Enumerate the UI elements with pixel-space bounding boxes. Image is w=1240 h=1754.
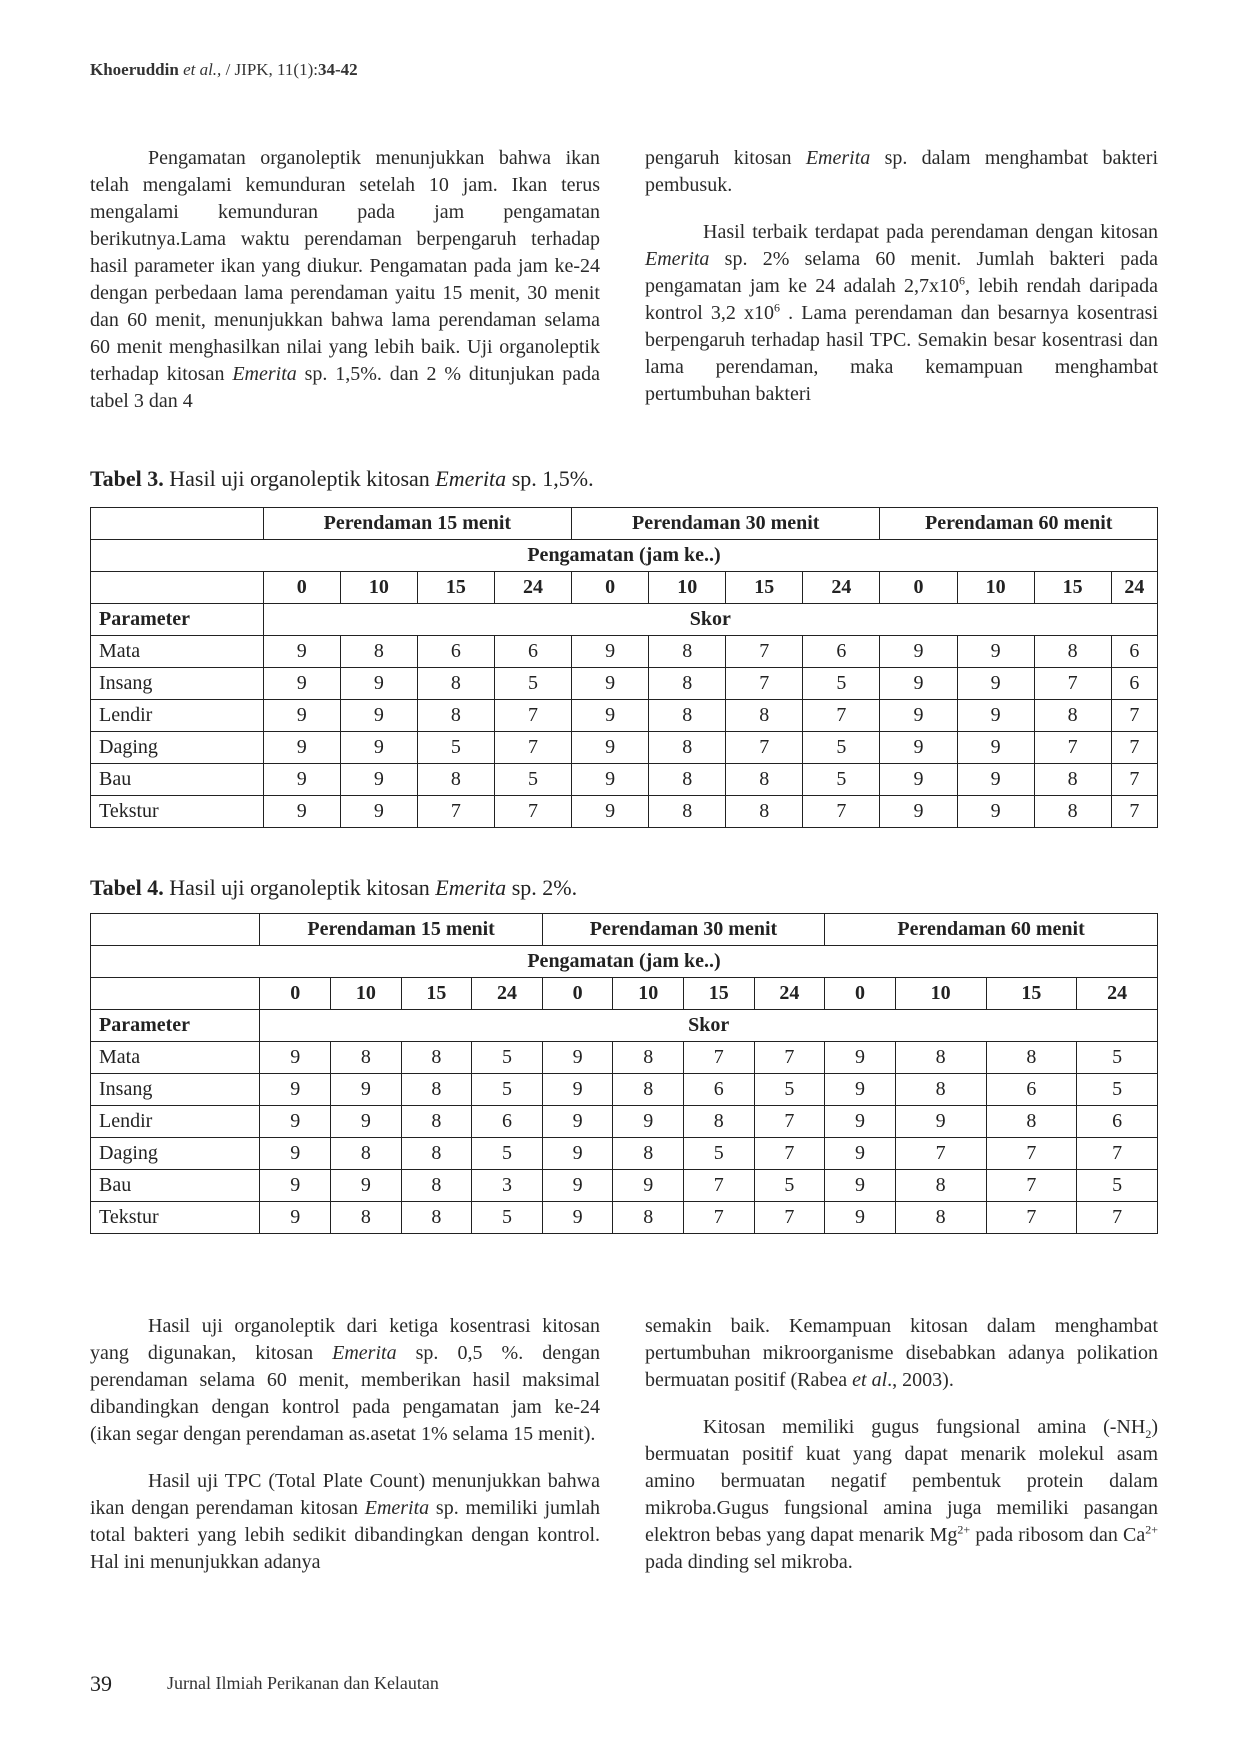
paragraph: semakin baik. Kemampuan kitosan dalam menghambat pertumbuhan mikroorganisme disebabkan adanya polikation bermuatan positif (Rabea et al., 2003). (645, 1315, 1158, 1391)
score-cell: 9 (542, 1202, 613, 1234)
score-cell: 9 (542, 1138, 613, 1170)
score-cell: 9 (542, 1106, 613, 1138)
score-cell: 9 (572, 668, 649, 700)
score-cell: 8 (331, 1042, 402, 1074)
hour-header: 15 (986, 978, 1077, 1010)
score-cell: 7 (417, 796, 494, 828)
score-cell: 8 (895, 1074, 986, 1106)
parameter-name: Daging (91, 1138, 260, 1170)
score-cell: 9 (880, 700, 957, 732)
text-column-top-right (645, 145, 1158, 408)
table-row (91, 1202, 1158, 1234)
score-cell: 9 (331, 1106, 402, 1138)
hour-header: 24 (754, 978, 825, 1010)
score-cell: 5 (1077, 1170, 1158, 1202)
table4 (90, 913, 1158, 1234)
score-cell: 9 (880, 668, 957, 700)
parameter-name: Mata (91, 636, 264, 668)
score-cell: 9 (263, 700, 340, 732)
parameter-header: Parameter (91, 1010, 260, 1042)
footer-journal-name: Jurnal Ilmiah Perikanan dan Kelautan (167, 1673, 439, 1693)
score-cell: 5 (494, 668, 571, 700)
score-cell: 7 (1111, 796, 1157, 828)
table-header-row (91, 572, 1158, 604)
table-row (91, 764, 1158, 796)
score-cell: 7 (1111, 700, 1157, 732)
score-cell: 7 (1111, 764, 1157, 796)
empty-cell (91, 978, 260, 1010)
score-cell: 8 (613, 1074, 684, 1106)
score-cell: 8 (331, 1138, 402, 1170)
score-cell: 7 (986, 1202, 1077, 1234)
header-author: Khoeruddin (90, 60, 179, 79)
score-cell: 8 (649, 668, 726, 700)
parameter-name: Tekstur (91, 796, 264, 828)
score-cell: 5 (417, 732, 494, 764)
score-cell: 7 (895, 1138, 986, 1170)
score-cell: 9 (825, 1138, 896, 1170)
parameter-name: Lendir (91, 700, 264, 732)
score-cell: 9 (895, 1106, 986, 1138)
score-cell: 6 (1111, 636, 1157, 668)
score-cell: 8 (417, 668, 494, 700)
score-cell: 7 (726, 732, 803, 764)
score-cell: 8 (649, 636, 726, 668)
parameter-name: Insang (91, 1074, 260, 1106)
table-header-row (91, 540, 1158, 572)
hour-header: 15 (1034, 572, 1111, 604)
score-cell: 6 (803, 636, 880, 668)
score-cell: 9 (572, 636, 649, 668)
score-cell: 7 (1077, 1202, 1158, 1234)
score-cell: 5 (1077, 1042, 1158, 1074)
score-cell: 7 (803, 700, 880, 732)
score-cell: 8 (649, 796, 726, 828)
group-header: Perendaman 15 menit (263, 508, 571, 540)
score-cell: 9 (263, 668, 340, 700)
score-cell: 7 (986, 1170, 1077, 1202)
score-cell: 7 (754, 1202, 825, 1234)
score-cell: 9 (340, 796, 417, 828)
score-cell: 6 (494, 636, 571, 668)
observation-header: Pengamatan (jam ke..) (91, 540, 1158, 572)
table-row (91, 636, 1158, 668)
header-etal: et al., (183, 60, 222, 79)
hour-header: 10 (649, 572, 726, 604)
hour-header: 10 (340, 572, 417, 604)
score-cell: 5 (472, 1138, 543, 1170)
score-cell: 8 (340, 636, 417, 668)
parameter-name: Lendir (91, 1106, 260, 1138)
score-cell: 9 (880, 764, 957, 796)
score-cell: 8 (649, 732, 726, 764)
parameter-name: Tekstur (91, 1202, 260, 1234)
score-cell: 9 (260, 1042, 331, 1074)
running-header (90, 60, 358, 80)
score-cell: 8 (895, 1042, 986, 1074)
score-cell: 8 (649, 700, 726, 732)
score-cell: 7 (726, 636, 803, 668)
score-cell: 8 (1034, 700, 1111, 732)
paragraph: Pengamatan organoleptik menunjukkan bahwa ikan telah mengalami kemunduran setelah 10 jam. Ikan terus mengalami kemunduran pada jam pengamatan berikutnya.Lama waktu perendaman berpengaruh terhadap hasil parameter ikan yang diukur. Pengamatan pada jam ke-24 dengan perbedaan lama perendaman yaitu 15 menit, 30 menit dan 60 menit, menunjukkan bahwa lama perendaman selama 60 menit menghasilkan nilai yang lebih baik. Uji organoleptik terhadap kitosan Emerita sp. 1,5%. dan 2 % ditunjukan pada tabel 3 dan 4 (90, 147, 601, 412)
hour-header: 15 (726, 572, 803, 604)
score-cell: 9 (825, 1042, 896, 1074)
table-header-row (91, 978, 1158, 1010)
score-cell: 8 (401, 1042, 472, 1074)
score-cell: 7 (683, 1042, 754, 1074)
parameter-header: Parameter (91, 604, 264, 636)
score-cell: 7 (754, 1138, 825, 1170)
score-cell: 8 (401, 1170, 472, 1202)
score-cell: 9 (957, 764, 1034, 796)
score-cell: 7 (754, 1106, 825, 1138)
table3-body (91, 508, 1158, 828)
score-cell: 9 (260, 1106, 331, 1138)
score-cell: 7 (1111, 732, 1157, 764)
score-cell: 8 (895, 1202, 986, 1234)
score-cell: 8 (401, 1074, 472, 1106)
score-cell: 9 (340, 764, 417, 796)
score-cell: 6 (472, 1106, 543, 1138)
score-cell: 7 (754, 1042, 825, 1074)
score-cell: 9 (340, 700, 417, 732)
header-pages: 34-42 (317, 60, 358, 79)
table-row (91, 732, 1158, 764)
table-row (91, 1138, 1158, 1170)
table3-caption: Tabel 3. Hasil uji organoleptik kitosan Emerita sp. 1,5%. (90, 466, 594, 491)
score-cell: 7 (494, 732, 571, 764)
score-cell: 5 (754, 1074, 825, 1106)
score-cell: 9 (880, 636, 957, 668)
table-row (91, 1042, 1158, 1074)
score-cell: 9 (331, 1074, 402, 1106)
score-cell: 8 (401, 1138, 472, 1170)
score-cell: 6 (1077, 1106, 1158, 1138)
score-cell: 5 (1077, 1074, 1158, 1106)
score-header: Skor (263, 604, 1157, 636)
score-cell: 8 (401, 1202, 472, 1234)
score-cell: 8 (1034, 764, 1111, 796)
empty-cell (91, 572, 264, 604)
score-cell: 5 (803, 668, 880, 700)
table-row (91, 1074, 1158, 1106)
table-row (91, 796, 1158, 828)
score-cell: 9 (825, 1170, 896, 1202)
score-cell: 8 (986, 1042, 1077, 1074)
hour-header: 10 (957, 572, 1034, 604)
paragraph: pengaruh kitosan Emerita sp. dalam menghambat bakteri pembusuk. (645, 147, 1159, 196)
score-cell: 9 (957, 700, 1034, 732)
score-cell: 9 (340, 732, 417, 764)
table-row (91, 1170, 1158, 1202)
score-cell: 8 (613, 1202, 684, 1234)
group-header: Perendaman 60 menit (825, 914, 1158, 946)
table-header-row (91, 914, 1158, 946)
hour-header: 24 (1111, 572, 1157, 604)
score-cell: 8 (417, 764, 494, 796)
score-cell: 3 (472, 1170, 543, 1202)
group-header: Perendaman 60 menit (880, 508, 1158, 540)
score-cell: 9 (957, 636, 1034, 668)
score-cell: 5 (472, 1074, 543, 1106)
score-cell: 9 (957, 668, 1034, 700)
hour-header: 10 (613, 978, 684, 1010)
table-header-row (91, 508, 1158, 540)
score-cell: 7 (726, 668, 803, 700)
table-row (91, 700, 1158, 732)
score-cell: 8 (683, 1106, 754, 1138)
score-cell: 9 (542, 1074, 613, 1106)
score-cell: 7 (1077, 1138, 1158, 1170)
observation-header: Pengamatan (jam ke..) (91, 946, 1158, 978)
text-column-bottom-left (90, 1313, 600, 1576)
score-cell: 8 (613, 1042, 684, 1074)
hour-header: 15 (417, 572, 494, 604)
score-cell: 9 (572, 700, 649, 732)
paragraph: Hasil uji organoleptik dari ketiga kosentrasi kitosan yang digunakan, kitosan Emerita sp. 0,5 %. dengan perendaman selama 60 menit, memberikan hasil maksimal dibandingkan dengan kontrol pada pengamatan jam ke-24 (ikan segar dengan perendaman as.asetat 1% selama 15 menit). (90, 1315, 600, 1445)
hour-header: 10 (331, 978, 402, 1010)
hour-header: 15 (683, 978, 754, 1010)
score-cell: 8 (613, 1138, 684, 1170)
paragraph: Hasil uji TPC (Total Plate Count) menunjukkan bahwa ikan dengan perendaman kitosan Emerita sp. memiliki jumlah total bakteri yang lebih sedikit dibandingkan dengan kontrol. Hal ini menunjukkan adanya (90, 1470, 601, 1573)
group-header: Perendaman 30 menit (572, 508, 880, 540)
parameter-name: Insang (91, 668, 264, 700)
table-row (91, 668, 1158, 700)
hour-header: 0 (263, 572, 340, 604)
hour-header: 0 (880, 572, 957, 604)
score-cell: 9 (825, 1202, 896, 1234)
score-cell: 6 (683, 1074, 754, 1106)
score-cell: 7 (803, 796, 880, 828)
table-header-row (91, 1010, 1158, 1042)
score-cell: 7 (986, 1138, 1077, 1170)
score-cell: 7 (683, 1170, 754, 1202)
score-cell: 8 (331, 1202, 402, 1234)
score-cell: 9 (572, 764, 649, 796)
score-cell: 6 (417, 636, 494, 668)
table-row (91, 1106, 1158, 1138)
empty-cell (91, 914, 260, 946)
score-cell: 9 (260, 1170, 331, 1202)
score-cell: 9 (825, 1106, 896, 1138)
score-cell: 9 (572, 796, 649, 828)
score-cell: 8 (986, 1106, 1077, 1138)
score-cell: 9 (331, 1170, 402, 1202)
score-cell: 9 (542, 1042, 613, 1074)
score-cell: 6 (1111, 668, 1157, 700)
hour-header: 24 (803, 572, 880, 604)
hour-header: 24 (472, 978, 543, 1010)
score-cell: 9 (542, 1170, 613, 1202)
score-cell: 9 (613, 1170, 684, 1202)
score-cell: 7 (494, 700, 571, 732)
score-cell: 8 (1034, 636, 1111, 668)
score-cell: 9 (880, 732, 957, 764)
table-header-row (91, 604, 1158, 636)
table-header-row (91, 946, 1158, 978)
group-header: Perendaman 15 menit (260, 914, 542, 946)
score-cell: 8 (726, 764, 803, 796)
score-cell: 9 (957, 796, 1034, 828)
score-cell: 5 (472, 1042, 543, 1074)
score-cell: 5 (803, 764, 880, 796)
score-cell: 6 (986, 1074, 1077, 1106)
score-header: Skor (260, 1010, 1158, 1042)
score-cell: 9 (825, 1074, 896, 1106)
score-cell: 9 (957, 732, 1034, 764)
score-cell: 5 (754, 1170, 825, 1202)
table3 (90, 507, 1158, 828)
score-cell: 8 (726, 700, 803, 732)
paragraph: Kitosan memiliki gugus fungsional amina $(-NH_2)$ bermuatan positif kuat yang dapat menarik molekul asam amino bermuatan negatif pembentuk protein dalam mikroba.Gugus fungsional amina juga memiliki pasangan elektron bebas yang dapat menarik $Mg^{2+}$ pada ribosom dan $Ca^{2+}$ pada dinding sel mikroba. (645, 1416, 1159, 1573)
score-cell: 7 (494, 796, 571, 828)
score-cell: 8 (1034, 796, 1111, 828)
score-cell: 9 (572, 732, 649, 764)
score-cell: 9 (260, 1138, 331, 1170)
score-cell: 8 (417, 700, 494, 732)
header-journal-ref: / JIPK, 11(1): (225, 60, 318, 79)
score-cell: 7 (1034, 732, 1111, 764)
hour-header: 15 (401, 978, 472, 1010)
table4-caption: Tabel 4. Hasil uji organoleptik kitosan Emerita sp. 2%. (90, 875, 578, 900)
group-header: Perendaman 30 menit (542, 914, 824, 946)
text-column-top-left (90, 145, 600, 415)
parameter-name: Bau (91, 1170, 260, 1202)
parameter-name: Mata (91, 1042, 260, 1074)
score-cell: 9 (340, 668, 417, 700)
hour-header: 0 (260, 978, 331, 1010)
score-cell: 8 (895, 1170, 986, 1202)
score-cell: 5 (803, 732, 880, 764)
score-cell: 9 (263, 732, 340, 764)
hour-header: 0 (825, 978, 896, 1010)
score-cell: 7 (683, 1202, 754, 1234)
score-cell: 5 (494, 764, 571, 796)
page-number: 39 (90, 1671, 112, 1696)
hour-header: 10 (895, 978, 986, 1010)
score-cell: 9 (263, 636, 340, 668)
empty-cell (91, 508, 264, 540)
parameter-name: Daging (91, 732, 264, 764)
score-cell: 9 (880, 796, 957, 828)
hour-header: 24 (494, 572, 571, 604)
score-cell: 8 (401, 1106, 472, 1138)
score-cell: 5 (472, 1202, 543, 1234)
score-cell: 5 (683, 1138, 754, 1170)
parameter-name: Bau (91, 764, 264, 796)
paragraph: Hasil terbaik terdapat pada perendaman dengan kitosan Emerita sp. 2% selama 60 menit. Jumlah bakteri pada pengamatan jam ke 24 adalah $2,7x10^6$, lebih rendah daripada kontrol 3,2 $x10^6$ . Lama perendaman dan besarnya kosentrasi berpengaruh terhadap hasil TPC. Semakin besar kosentrasi dan lama perendaman, maka kemampuan menghambat pertumbuhan bakteri (645, 221, 1159, 405)
score-cell: 9 (613, 1106, 684, 1138)
text-column-bottom-right (645, 1313, 1158, 1576)
hour-header: 0 (572, 572, 649, 604)
score-cell: 9 (263, 764, 340, 796)
score-cell: 8 (649, 764, 726, 796)
hour-header: 24 (1077, 978, 1158, 1010)
score-cell: 8 (726, 796, 803, 828)
score-cell: 7 (1034, 668, 1111, 700)
score-cell: 9 (260, 1074, 331, 1106)
hour-header: 0 (542, 978, 613, 1010)
table4-body (91, 914, 1158, 1234)
score-cell: 9 (263, 796, 340, 828)
score-cell: 9 (260, 1202, 331, 1234)
